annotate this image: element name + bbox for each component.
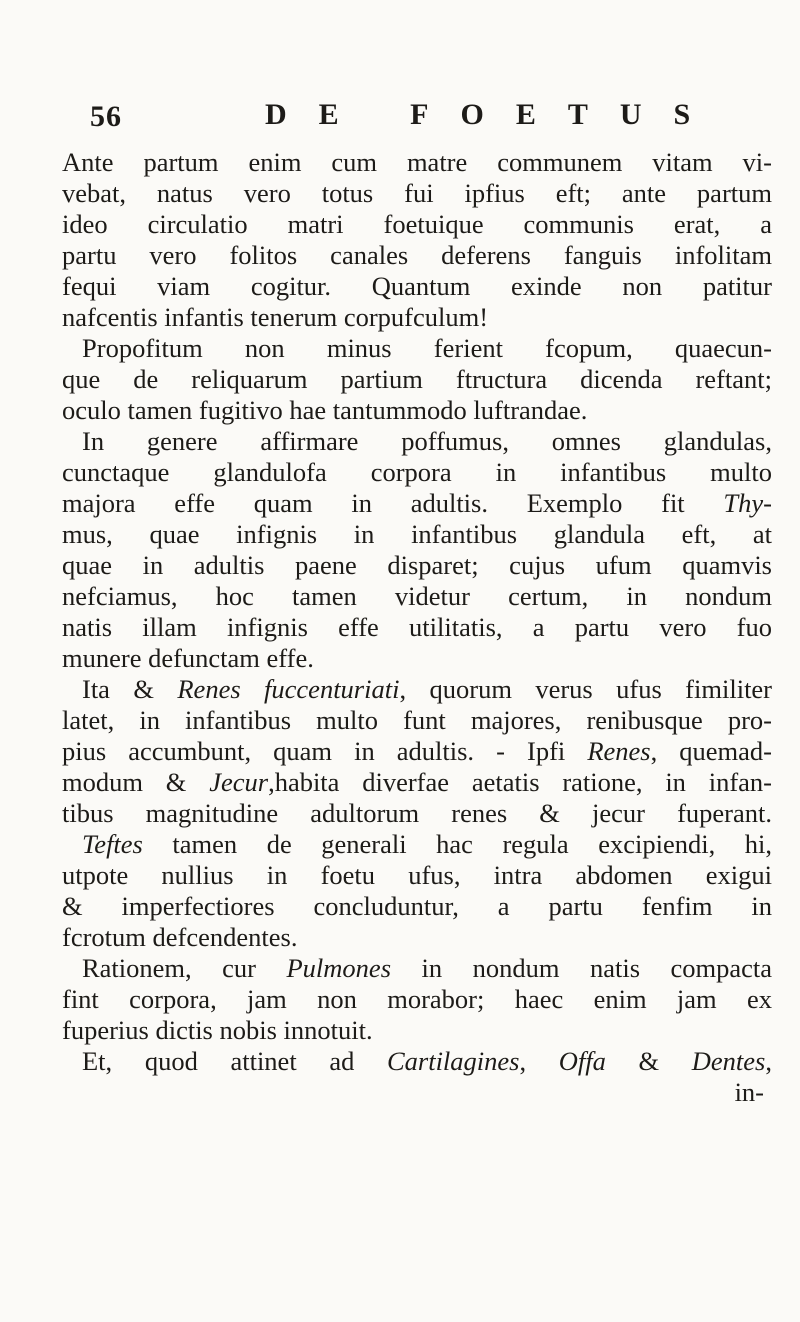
text-run: Rationem, cur xyxy=(82,953,256,983)
text-line: & imperfectiores concluduntur, a partu fenfim in xyxy=(62,891,772,921)
text-line xyxy=(62,736,772,767)
text-line: fequi viam cogitur. Quantum exinde non patitur xyxy=(62,271,772,301)
text-line: In genere affirmare poffumus, omnes glandulas, xyxy=(82,426,772,456)
text-run: modum & xyxy=(62,767,187,797)
text-line: nafcentis infantis tenerum corpufculum! xyxy=(62,302,489,332)
italic-term: Pulmones xyxy=(286,953,392,983)
text-run: , quemad- xyxy=(650,736,773,766)
page-number: 56 xyxy=(90,100,122,133)
text-run: ,habita diverfae aetatis ratione, in infan- xyxy=(268,767,773,797)
text-run: , quorum verus ufus fimiliter xyxy=(399,674,773,704)
text-line: latet, in infantibus multo funt majores, renibusque pro- xyxy=(62,705,772,735)
text-line: Ante partum enim cum matre communem vitam vi- xyxy=(62,147,772,177)
text-line: mus, quae infignis in infantibus glandula eft, at xyxy=(62,519,772,549)
text-line: fuperius dictis nobis innotuit. xyxy=(62,1015,373,1045)
text-run: pius accumbunt, quam in adultis. - Ipfi xyxy=(62,736,566,766)
italic-term: Offa xyxy=(558,1046,606,1076)
text-line: quae in adultis paene disparet; cujus ufum quamvis xyxy=(62,550,772,580)
text-run: , xyxy=(519,1046,559,1076)
italic-term: Cartilagines xyxy=(386,1046,520,1076)
text-line: partu vero folitos canales deferens fanguis infolitam xyxy=(62,240,772,270)
text-line: fint corpora, jam non morabor; haec enim jam ex xyxy=(62,984,772,1014)
text-line: tibus magnitudine adultorum renes & jecur fuperant. xyxy=(62,798,772,828)
text-line xyxy=(62,953,772,984)
text-line: natis illam infignis effe utilitatis, a partu vero fuo xyxy=(62,612,772,642)
text-line: Propofitum non minus ferient fcopum, quaecun- xyxy=(82,333,772,363)
text-run: Et, quod attinet ad xyxy=(82,1046,355,1076)
text-line: que de reliquarum partium ftructura dicenda reftant; xyxy=(62,364,772,394)
italic-term: Thy- xyxy=(723,488,772,518)
italic-term: Teftes xyxy=(82,829,143,859)
catchword: in- xyxy=(734,1077,764,1107)
italic-term: Renes xyxy=(587,736,651,766)
text-line: ideo circulatio matri foetuique communis erat, a xyxy=(62,209,772,239)
text-line: fcrotum defcendentes. xyxy=(62,922,298,952)
text-line xyxy=(62,488,772,519)
text-run: & xyxy=(605,1046,692,1076)
text-line: cunctaque glandulofa corpora in infantibus multo xyxy=(62,457,772,487)
text-line: nefciamus, hoc tamen videtur certum, in nondum xyxy=(62,581,772,611)
text-line: vebat, natus vero totus fui ipfius eft; ante partum xyxy=(62,178,772,208)
italic-term: Renes fuccenturiati xyxy=(177,674,400,704)
running-header xyxy=(90,98,730,138)
text-run: majora effe quam in adultis. Exemplo fit xyxy=(62,488,685,518)
text-run: Ita & xyxy=(82,674,154,704)
text-line xyxy=(62,829,772,860)
text-line: munere defunctam effe. xyxy=(62,643,314,673)
text-line xyxy=(62,1046,772,1077)
text-run: , xyxy=(765,1046,772,1076)
text-run: in nondum natis compacta xyxy=(391,953,773,983)
text-line xyxy=(62,674,772,705)
text-line: oculo tamen fugitivo hae tantummodo luftrandae. xyxy=(62,395,588,425)
body-text xyxy=(62,147,772,1108)
running-title: DE FOETUS xyxy=(265,98,723,131)
text-run: tamen de generali hac regula excipiendi, hi, xyxy=(172,829,772,859)
italic-term: Jecur xyxy=(209,767,269,797)
text-line xyxy=(62,767,772,798)
italic-term: Dentes xyxy=(691,1046,766,1076)
text-line: utpote nullius in foetu ufus, intra abdomen exigui xyxy=(62,860,772,890)
